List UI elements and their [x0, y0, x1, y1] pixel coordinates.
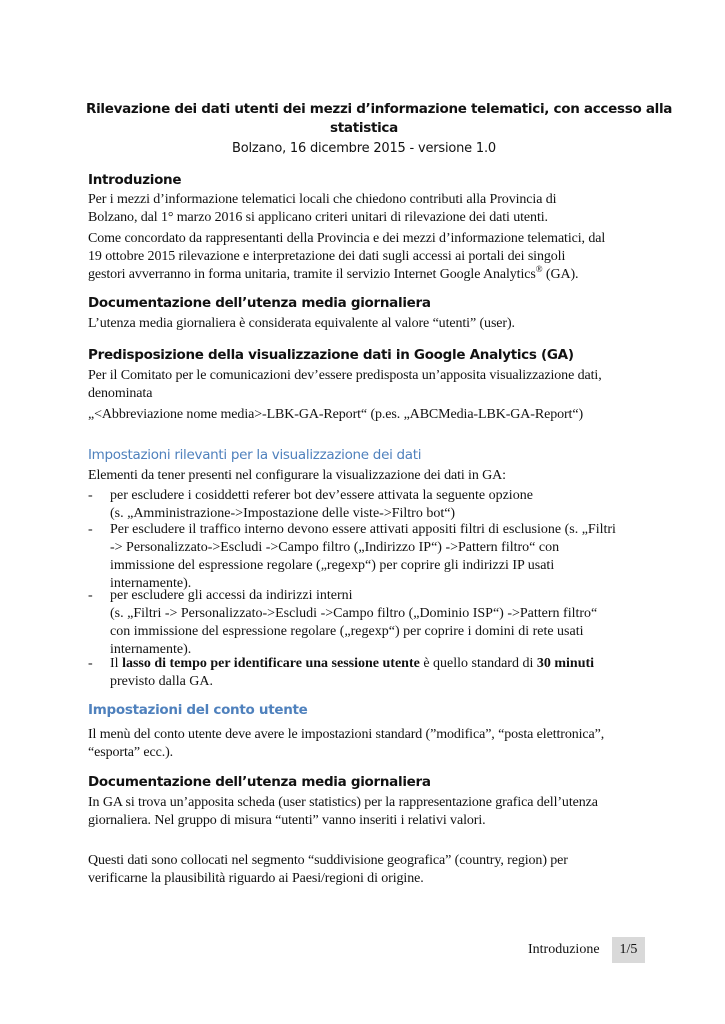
- intro-p1-line-2: Bolzano, dal 1° marzo 2016 si applicano criteri unitari di rilevazione dei dati utenti.: [88, 210, 548, 225]
- doc2-paragraph-1: In GA si trova un’apposita scheda (user statistics) per la rappresentazione grafica dell’utenza giornaliera. Nel gruppo di misura “utenti” vanno inseriti i relativi valori.: [88, 795, 598, 828]
- intro-p2-line-2: 19 ottobre 2015 rilevazione e interpretazione dei dati sugli accessi ai portali dei singoli: [88, 249, 566, 264]
- account-paragraph: Il menù del conto utente deve avere le impostazioni standard (”modifica”, “posta elettronica”, “esporta” ecc.).: [88, 727, 605, 760]
- intro-paragraph-1: [88, 191, 648, 227]
- predisp-line-3: „<Abbreviazione nome media>-LBK-GA-Report“ (p.es. „ABCMedia-LBK-GA-Report“): [88, 407, 584, 422]
- intro-paragraph-2: [88, 230, 648, 284]
- document-page: Rilevazione dei dati utenti dei mezzi d’informazione telematici, con accesso alla statistica Bolzano, 16 dicembre 2015 - versione 1.0 Introduzione Per i mezzi d’informazione telematici locali che chiedono contributi alla Provincia di Bolzano, dal 1° marzo 2016 si applicano criteri unitari di rilevazione dei dati utenti. Come concordato da rappresentanti della Provincia e dei mezzi d’informazione telematici, dal 19 ottobre 2015 rilevazione e interpretazione dei dati sugli accessi ai portali dei singoli gestori avverranno in forma unitaria, tramite il servizio Internet Google Analytics® (GA). Documentazione dell’utenza media giornaliera L’utenza media giornaliera è considerata equivalente al valore “utenti” (user). Predisposizione della visualizzazione dati in Google Analytics (GA) Per il Comitato per le comunicazioni dev’essere predisposta un’apposita visualizzazione dati, denominata „<Abbreviazione nome media>-LBK-GA-Report“ (p.es. „ABCMedia-LBK-GA-Report“) Impostazioni rilevanti per la visualizzazione dei dati Elementi da tener presenti nel configurare la visualizzazione dei dati in GA: - per escludere i cosiddetti referer bot dev’essere attivata la seguente opzione (s. „Amministrazione->Impostazione delle viste->Filtro bot“) - Per escludere il traffico interno devono essere attivati appositi filtri di esclusione (s. „Filtri -> Personalizzato->Escludi ->Campo filtro („Indirizzo IP“) ->Pattern filtro“ con immissione del espressione regolare („regexp“) per coprire gli indirizzi IP usati internamente). - per escludere gli accessi da indirizzi interni (s. „Filtri -> Personalizzato->Escludi ->Campo filtro („Dominio ISP“) ->Pattern filtro“ con immissione del espressione regolare („regexp“) per coprire i domini di rete usati internamente). - Il lasso di tempo per identificare una sessione utente è quello standard di 30 minuti previsto dalla GA. Impostazioni del conto utente Il menù del conto utente deve avere le impostazioni standard (”modifica”, “posta elettronica”, “esporta” ecc.). Documentazione dell’utenza media giornaliera In GA si trova un’apposita scheda (user statistics) per la rappresentazione grafica dell’utenza giornaliera. Nel gruppo di misura “utenti” vanno inseriti i relativi valori. Questi dati sono collocati nel segmento “suddivisione geografica” (country, region) per verificarne la plausibilità riguardo ai Paesi/regioni di origine. Introduzione 1/5: [0, 0, 725, 1024]
- heading-introduzione: Introduzione: [88, 172, 182, 188]
- document-title: [86, 100, 673, 138]
- heading-documentazione-utenza-2: Documentazione dell’utenza media giornaliera: [88, 774, 431, 790]
- document-subtitle: Bolzano, 16 dicembre 2015 - versione 1.0: [232, 141, 496, 156]
- doc1-paragraph: L’utenza media giornaliera è considerata equivalente al valore “utenti” (user).: [88, 316, 515, 331]
- footer-section-label: Introduzione: [528, 942, 600, 957]
- title-line-1: Rilevazione dei dati utenti dei mezzi d’informazione telematici, con accesso alla: [86, 101, 673, 117]
- page-number-badge: 1/5: [612, 937, 645, 963]
- settings-intro: Elementi da tener presenti nel configurare la visualizzazione dei dati in GA:: [88, 468, 506, 483]
- registered-mark: ®: [535, 264, 543, 274]
- heading-documentazione-utenza: Documentazione dell’utenza media giornaliera: [88, 295, 431, 311]
- doc2-paragraph-2: Questi dati sono collocati nel segmento “suddivisione geografica” (country, region) per verificarne la plausibilità riguardo ai Paesi/regioni di origine.: [88, 853, 568, 886]
- title-line-2: statistica: [330, 120, 398, 136]
- predisp-line-2: denominata: [88, 386, 153, 401]
- heading-predisposizione: Predisposizione della visualizzazione dati in Google Analytics (GA): [88, 347, 574, 363]
- intro-p2-line-1: Come concordato da rappresentanti della Provincia e dei mezzi d’informazione telematici, dal: [88, 231, 606, 246]
- predisp-paragraph: [88, 367, 648, 424]
- heading-conto-utente: Impostazioni del conto utente: [88, 702, 308, 718]
- intro-p2-line-3: gestori avverranno in forma unitaria, tramite il servizio Internet Google Analytics® (GA).: [88, 264, 579, 282]
- intro-p1-line-1: Per i mezzi d’informazione telematici locali che chiedono contributi alla Provincia di: [88, 192, 557, 207]
- heading-impostazioni-rilevanti: Impostazioni rilevanti per la visualizzazione dei dati: [88, 447, 422, 463]
- predisp-line-1: Per il Comitato per le comunicazioni dev’essere predisposta un’apposita visualizzazione dati,: [88, 368, 602, 383]
